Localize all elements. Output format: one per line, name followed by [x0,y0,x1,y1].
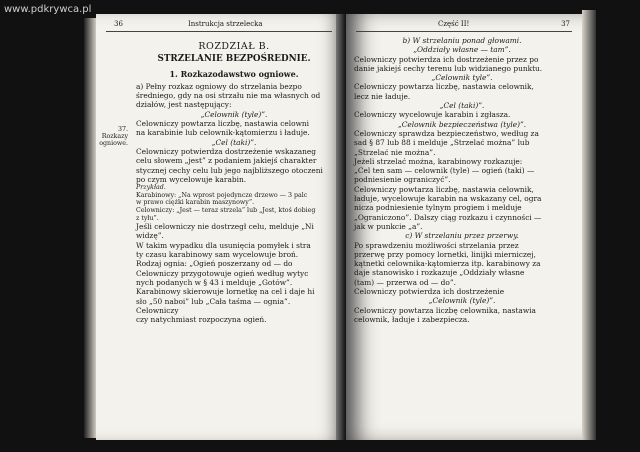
text-line: W takim wypadku dla usunięcia pomyłek i stra [136,240,311,250]
text-line: Celowniczy: „Jest — teraz strzela” lub „Jest, ktoś dobieg [136,206,316,214]
left-header-rule [106,31,332,32]
text-line: „Cel ten sam — celownik (tyle) — ogień (taki) — [354,166,535,176]
margin-note: 37. Rozkazy ogniowe. [99,126,128,147]
text-line: średniego, gdy na osi strzału nie ma własnych od [136,91,321,101]
text-line: przerwę przy pomocy lornetki, linijki mierniczej, [354,249,536,259]
text-line: w prawo ciężki karabin maszynowy”. [136,199,255,207]
text-line: Karabinowy: „Na wprost pojedyncze drzewo — 3 palc [136,191,308,199]
text-line: na karabinie lub celownik-kątomierzu i ładuje. [136,128,310,138]
text-line: „Cel (taki)”. [211,137,257,147]
text-line: celu słowem „jest” z podaniem jakiejś charakter [136,156,317,166]
text-line: „Celownik (tyle)”. [428,296,496,306]
text-line: „Celownik tyle”. [431,73,493,83]
text-line: działów, jest następujący: [136,100,232,110]
text-line: Jeżeli strzelać można, karabinowy rozkazuje: [354,156,523,166]
text-line: z tyłu”. [136,214,159,222]
text-line: b) W strzelaniu ponad głowami. [402,36,522,45]
watermark: www.pdkrywca.pl [4,4,92,15]
text-line: Jeśli celowniczy nie dostrzegł celu, melduje „Ni [136,222,314,232]
text-line: daje stanowisko i rozkazuje „Oddziały własne [354,268,525,278]
left-page [96,14,342,440]
text-line: Celowniczy powtarza liczbę, nastawia celownik, [354,184,534,194]
text-line: „Ograniczono”. Dalszy ciąg rozkazu i czynności — [354,212,542,222]
text-line: Celowniczy sprawdza bezpieczeństwo, według za [354,128,539,138]
text-line: Celowniczy powtarza liczbę celownika, nastawia [354,305,536,315]
right-header-rule [356,31,572,32]
text-line: c) W strzelaniu przez przerwy. [405,231,519,241]
book-left-edge [84,18,96,438]
text-line: Celowniczy potwierdza ich dostrzeżenie [354,287,505,297]
subsection-heading: 1. Rozkazodawstwo ogniowe. [169,68,299,79]
text-line: danie jakiejś cechy terenu lub widzianego punktu. [354,63,543,73]
text-line: Po sprawdzeniu możliwości strzelania przez [354,240,519,250]
left-running-title: Instrukcja strzelecka [188,20,263,28]
text-line: ty czasu karabinowy sam wycelowuje broń. [136,250,299,260]
text-line: czy natychmiast rozpoczyna ogień. [136,315,267,325]
book-right-edge [582,10,596,440]
text-line: „Strzelać nie można”. [354,147,436,157]
left-page-number: 36 [114,20,123,28]
right-text-lines [354,36,570,324]
text-line: „Cel (taki)”. [439,101,485,111]
text-line: sad § 87 lub 88 i melduje „Strzelać można” lub [354,138,530,148]
text-line: „Celownik bezpieczeństwa (tyle)”. [397,119,527,129]
text-line: (tam) — przerwa od — do”. [354,277,456,287]
text-line: Karabinowy skierowuje lornetkę na cel i daje hi [136,287,315,297]
text-line: Celowniczy potwierdza dostrzeżenie wskazaneg [136,146,317,156]
text-line: po czym wycelowuje karabin. [136,174,247,184]
section-heading: STRZELANIE BEZPOŚREDNIE. [157,54,311,65]
text-line: Przykład. [136,184,166,192]
text-line: kątnetki celownika-kątomierza itp. karabinowy za [354,259,541,269]
text-line: Celowniczy potwierdza ich dostrzeżenie przez po [354,54,539,64]
text-line: podniesienie ograniczyć”. [354,175,451,185]
text-line: sło „50 naboi” lub „Cała taśma — ognia”. Celowniczy [136,296,291,315]
text-line: Celowniczy wycelowuje karabin i zgłasza. [354,110,511,120]
text-line: Celowniczy powtarza liczbę, nastawia celowni [136,119,310,129]
text-line: nicza podniesienie tylnym progiem i melduje [354,203,522,213]
right-page-number: 37 [561,20,570,28]
text-line: jak w punkcie „a”. [354,221,423,231]
text-line: ładuje, wycelowuje karabin na wskazany cel, ogra [354,194,542,204]
text-line: stycznej cechy celu lub jego najbliższego otoczeni [136,165,323,175]
text-line: a) Pełny rozkaz ogniowy do strzelania bezpo [136,81,302,91]
chapter-heading: ROZDZIAŁ B. [198,41,270,52]
text-line: celownik, ładuje i zabezpiecza. [354,314,470,324]
text-line: „Oddziały własne — tam”. [413,45,511,55]
text-line: „Celownik (tyle)”. [200,109,268,119]
text-line: nych podanych w § 43 i melduje „Gotów”. [136,277,293,287]
text-line: Celowniczy powtarza liczbę, nastawia celownik, [354,82,534,92]
text-line: widzę”. [136,231,164,241]
right-running-title: Część II! [438,20,470,28]
left-text-lines [136,82,332,325]
right-page-content [354,36,570,324]
text-line: Celowniczy przygotowuje ogień według wytyc [136,268,309,278]
right-page [346,14,582,440]
text-line: lecz nie ładuje. [354,91,411,101]
text-line: Rodzaj ognia: „Ogień poszerzany od — do [136,259,293,269]
left-page-content [136,36,332,324]
